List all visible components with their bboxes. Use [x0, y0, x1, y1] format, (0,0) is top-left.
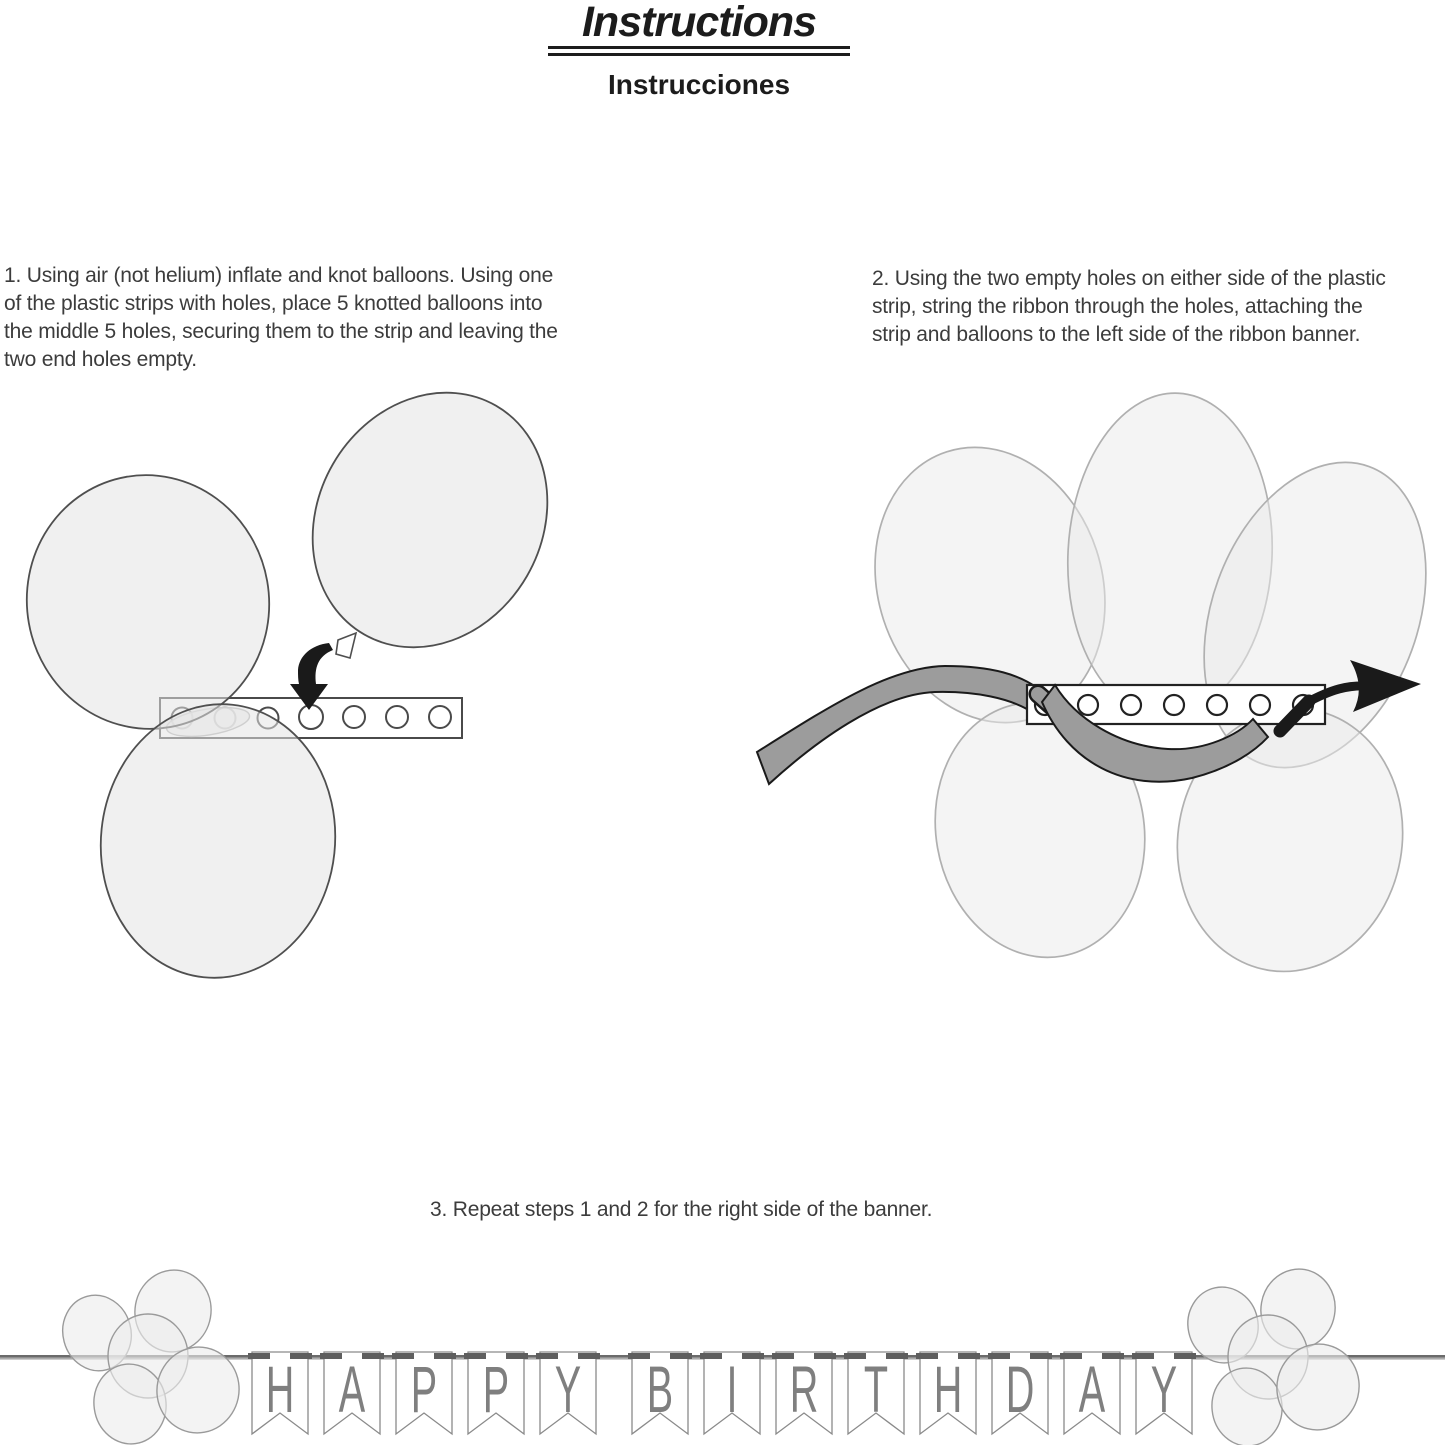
step1-illustration: [0, 380, 640, 1000]
flag-letter: I: [726, 1352, 738, 1427]
pennant-flag: [536, 1352, 600, 1434]
balloon-knot: [336, 633, 356, 658]
flag-tab: [1102, 1353, 1124, 1359]
pennant-flag: [988, 1352, 1052, 1434]
flag-tab: [742, 1353, 764, 1359]
strip-hole: [343, 706, 365, 728]
strip-hole: [386, 706, 408, 728]
pennant-flag: [916, 1352, 980, 1434]
step2-line: strip and balloons to the left side of the ribbon banner.: [872, 323, 1361, 346]
flag-letter: A: [338, 1352, 366, 1427]
pennant-flag: [1132, 1352, 1196, 1434]
pennant-flag: [844, 1352, 908, 1434]
flag-tab: [844, 1353, 866, 1359]
flag-letter: P: [410, 1352, 438, 1427]
flag-tab: [700, 1353, 722, 1359]
step3-text: 3. Repeat steps 1 and 2 for the right side of the banner.: [430, 1198, 933, 1221]
pennant-flag: [628, 1352, 692, 1434]
step1-line: two end holes empty.: [4, 348, 197, 371]
balloon: [1157, 691, 1423, 990]
flag-letter: B: [646, 1352, 674, 1427]
pennant-flag: [1060, 1352, 1124, 1434]
step1-line: 1. Using air (not helium) inflate and knot balloons. Using one: [4, 264, 554, 287]
title-underline-top: [548, 46, 850, 49]
flag-tab: [506, 1353, 528, 1359]
step2-line: strip, string the ribbon through the holes, attaching the: [872, 295, 1363, 318]
step2-line: 2. Using the two empty holes on either side of the plastic: [872, 267, 1386, 290]
title-block: [548, 0, 850, 101]
flag-letter: H: [933, 1352, 963, 1427]
step2-text: [872, 265, 1386, 349]
strip-hole-target: [299, 705, 323, 729]
happy-birthday-banner: [0, 1255, 1445, 1445]
flag-letter: Y: [554, 1352, 582, 1427]
flag-letter: A: [1078, 1352, 1106, 1427]
flag-tab: [578, 1353, 600, 1359]
pennant-flag: [464, 1352, 528, 1434]
page-title: Instructions: [581, 0, 817, 46]
balloon: [267, 380, 593, 690]
step1-line: the middle 5 holes, securing them to the strip and leaving the: [4, 320, 558, 343]
flag-tab: [362, 1353, 384, 1359]
flag-tab: [670, 1353, 692, 1359]
flag-letter: Y: [1150, 1352, 1178, 1427]
pennant-flag: [392, 1352, 456, 1434]
page-subtitle: Instrucciones: [607, 68, 791, 100]
pennant-flag: [772, 1352, 836, 1434]
flag-tab: [1174, 1353, 1196, 1359]
balloon-cluster-left: [54, 1264, 247, 1445]
strip-hole: [429, 706, 451, 728]
step2-illustration: [740, 388, 1445, 1003]
flag-letter: H: [265, 1352, 295, 1427]
flag-tab: [886, 1353, 908, 1359]
step1-text: [4, 262, 558, 374]
balloon: [915, 686, 1164, 974]
flag-letter: R: [789, 1352, 819, 1427]
pennant-flag: [700, 1352, 764, 1434]
title-underline-bottom: [548, 53, 850, 56]
flag-letter: T: [863, 1352, 889, 1427]
pennant-flag: [248, 1352, 312, 1434]
flag-letter: D: [1005, 1352, 1035, 1427]
flag-tab: [434, 1353, 456, 1359]
balloon-cluster-right: [1181, 1263, 1368, 1445]
flag-letter: P: [482, 1352, 510, 1427]
pennant-flag: [320, 1352, 384, 1434]
step1-line: of the plastic strips with holes, place 5 knotted balloons into: [4, 292, 543, 315]
